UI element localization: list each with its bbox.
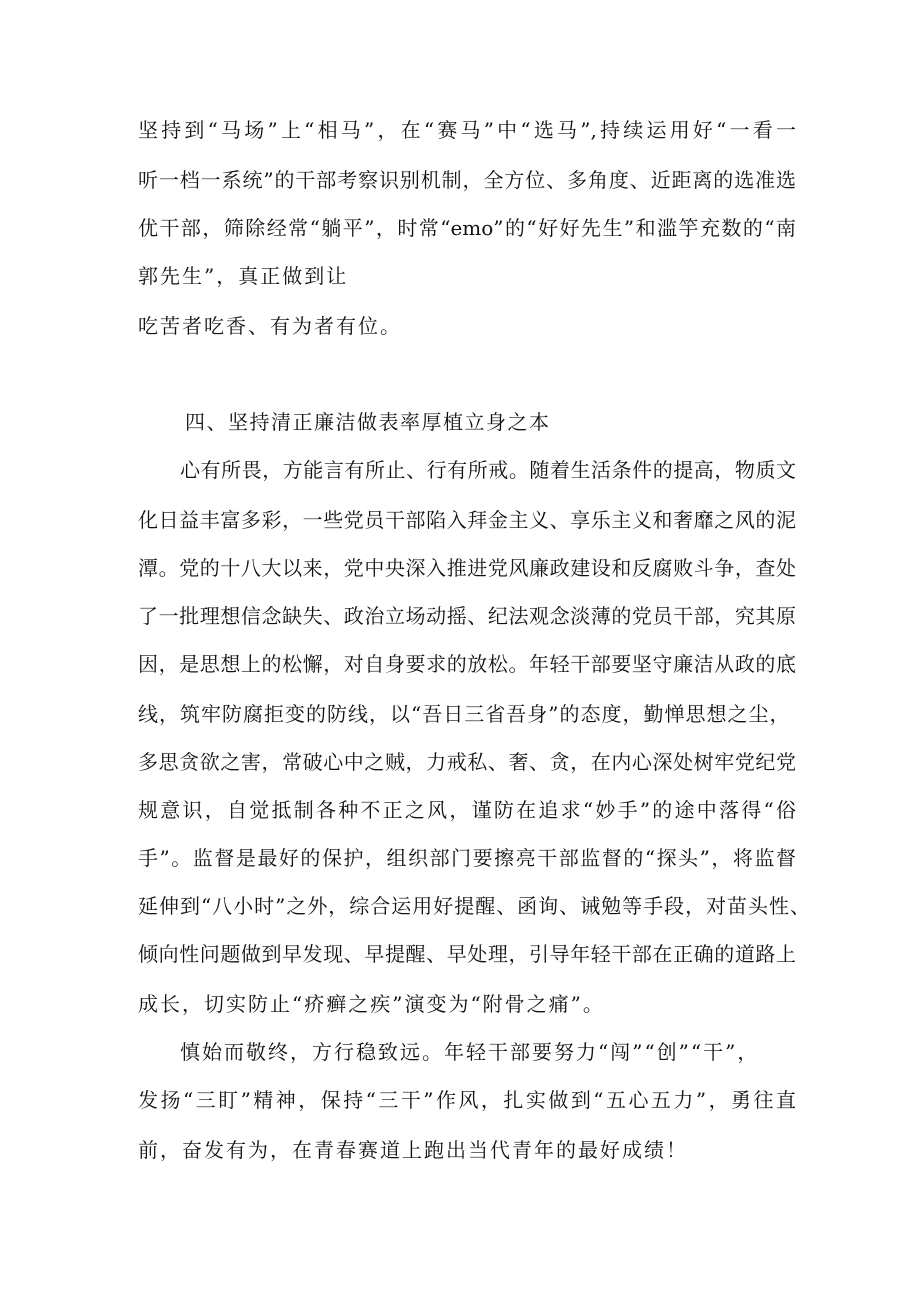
- paragraph-line: 线，筑牢防腐拒变的防线，以“吾日三省吾身”的态度，勤惮思想之尘，: [138, 702, 791, 726]
- paragraph-line: 规意识，自觉抵制各种不正之风，谨防在追求“妙手”的途中落得“俗: [138, 798, 796, 822]
- paragraph-line: 优干部，筛除经常“躺平”，时常“emo”的“好好先生”和滥竽充数的“南: [138, 216, 796, 240]
- paragraph-line: 坚持到“马场”上“相马”，在“赛马”中“选马”,持续运用好“一看一: [138, 118, 796, 142]
- paragraph-line: 倾向性问题做到早发现、早提醒、早处理，引导年轻干部在正确的道路上: [138, 942, 796, 966]
- paragraph-line: 吃苦者吃香、有为者有位。: [138, 314, 402, 338]
- paragraph-line: 潭。党的十八大以来，党中央深入推进党风廉政建设和反腐败斗争，查处: [138, 556, 796, 580]
- paragraph-line: 成长，切实防止“疥癣之疾”演变为“附骨之痛”。: [138, 992, 605, 1016]
- section-heading: 四、坚持清正廉洁做表率厚植立身之本: [185, 410, 551, 434]
- paragraph-line: 听一档一系统”的干部考察识别机制，全方位、多角度、近距离的选准选: [138, 168, 796, 192]
- paragraph-line: 郭先生”，真正做到让: [138, 264, 349, 288]
- paragraph-line: 了一批理想信念缺失、政治立场动摇、纪法观念淡薄的党员干部，究其原: [138, 604, 796, 628]
- paragraph-line: 多思贪欲之害，常破心中之贼，力戒私、奢、贪，在内心深处树牢党纪党: [138, 750, 796, 774]
- paragraph-line: 发扬“三盯”精神，保持“三干”作风，扎实做到“五心五力”，勇往直: [138, 1088, 796, 1112]
- paragraph-line: 慎始而敬终，方行稳致远。年轻干部要努力“闯”“创”“干”，: [180, 1040, 760, 1064]
- paragraph-line: 化日益丰富多彩，一些党员干部陷入拜金主义、享乐主义和奢靡之风的泥: [138, 508, 796, 532]
- paragraph-line: 手”。监督是最好的保护，组织部门要擦亮干部监督的“探头”，将监督: [138, 846, 796, 870]
- paragraph-line: 前，奋发有为，在青春赛道上跑出当代青年的最好成绩！: [138, 1138, 688, 1162]
- paragraph-line: 心有所畏，方能言有所止、行有所戒。随着生活条件的提高，物质文: [180, 458, 796, 482]
- paragraph-line: 因，是思想上的松懈，对自身要求的放松。年轻干部要坚守廉洁从政的底: [138, 652, 796, 676]
- paragraph-line: 延伸到“八小时”之外，综合运用好提醒、函询、诫勉等手段，对苗头性、: [138, 894, 810, 918]
